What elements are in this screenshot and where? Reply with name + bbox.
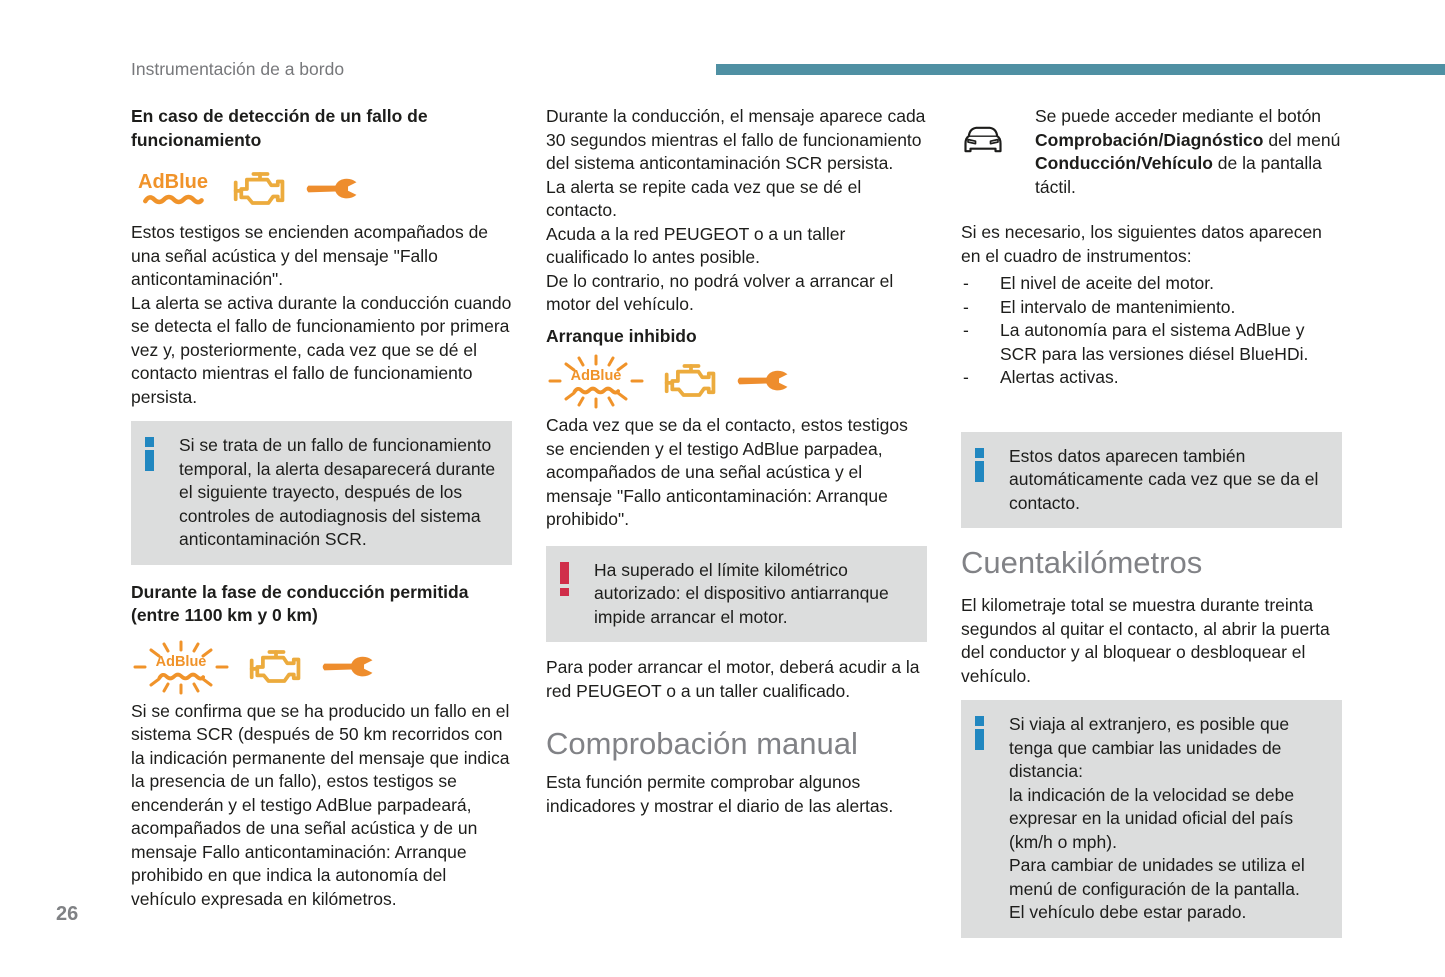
info-box-units [961,700,1342,938]
engine-warning-icon [662,359,720,403]
list-bullet: - [963,320,969,340]
text-line: El vehículo debe estar parado. [1009,902,1247,922]
section-heading-manual-check: Comprobación manual [546,726,858,761]
vehicle-icon [963,123,1003,156]
text-line: Si viaja al extranjero, es posible que tenga que cambiar las unidades de distancia: [1009,714,1290,781]
page-title: Instrumentación de a bordo [131,59,345,79]
indicator-icon-row-blinking [546,352,927,410]
list-item-text: El nivel de aceite del motor. [1000,273,1215,293]
list-item-text: El intervalo de mantenimiento. [1000,296,1236,317]
section-heading-phase: Durante la fase de conducción permitida (entre 1100 km y 0 km) [131,581,469,625]
menu-label-conduccion: Conducción/Vehículo [1035,153,1213,173]
text-segment: del menú [1263,129,1341,150]
paragraph-data-intro: Si es necesario, los siguientes datos aparecen en el cuadro de instrumentos: [961,222,1322,266]
service-wrench-icon [736,368,790,394]
text-segment: Se puede acceder mediante el botón [1035,106,1322,126]
adblue-wave-icon [572,385,620,396]
paragraph-odometer: El kilometraje total se muestra durante treinta segundos al quitar el contacto, al abrir la puerta del conductor y al bloquear o desbloquear el vehículo. [961,595,1330,686]
text-line: Durante la conducción, el mensaje aparece cada 30 segundos mientras el fallo de funcionamiento del sistema anticontaminación SCR persista. [546,106,926,173]
info-box-auto-display [961,432,1342,529]
adblue-label: AdBlue [570,368,622,384]
text-line: Acuda a la red PEUGEOT o a un taller cualificado lo antes posible. [546,223,846,267]
service-wrench-icon [305,176,359,202]
access-text [1035,105,1342,199]
warning-box-limit [546,546,927,643]
list-bullet: - [963,367,969,387]
list-bullet: - [963,296,969,317]
text-line: De lo contrario, no podrá volver a arrancar el motor del vehículo. [546,270,894,314]
list-item [961,296,1342,320]
indicator-icon-row-blinking [131,638,512,696]
info-box-text [1009,713,1328,925]
info-icon [145,434,179,552]
text-line: la indicación de la velocidad se debe expresar en la unidad oficial del país (km/h o mph). [1009,784,1295,852]
list-item [961,366,1342,390]
info-box-text: Si se trata de un fallo de funcionamiento temporal, la alerta desaparecerá durante el siguiente trayecto, después de los controles de autodiagnosis del sistema anticontaminación SCR. [179,435,496,549]
warning-icon [560,559,594,630]
engine-warning-icon [231,167,289,211]
accent-bar [716,64,1445,75]
column-center [546,105,927,818]
list-item [961,272,1342,296]
section-heading-fault: En caso de detección de un fallo de funcionamiento [131,106,428,150]
paragraph-driving [546,105,927,317]
info-icon [975,713,1009,925]
text-segment: de la pantalla táctil. [1035,153,1322,197]
adblue-wave-icon [157,671,205,682]
paragraph-phase: Si se confirma que se ha producido un fallo en el sistema SCR (después de 50 km recorridos con la indicación permanente del mensaje que indica la presencia de un fallo), estos testigos se encenderán y el testigo AdBlue parpadeará, acompañados de una señal acústica y de un mensaje Fallo anticontaminación: Arranque prohibido en que indica la autonomía del vehículo expresada en kilómetros. [131,700,510,909]
page-number: 26 [56,903,79,925]
text-line: La alerta se activa durante la conducción cuando se detecta el fallo de funcionamiento por primera vez y, posteriormente, cada vez que se dé el contacto mientras el fallo de funcionamiento persista. [131,292,512,407]
access-block [961,105,1342,199]
adblue-blinking-icon [131,638,231,696]
adblue-blinking-icon [546,352,646,410]
column-right [961,105,1342,938]
adblue-icon [131,172,215,206]
list-bullet: - [963,273,969,293]
list-item-text: La autonomía para el sistema AdBlue y SCR para las versiones diésel BlueHDi. [1000,320,1309,364]
text-line: Para cambiar de unidades se utiliza el menú de configuración de la pantalla. [1009,855,1305,899]
info-box-temporary-fault [131,421,512,565]
adblue-label: AdBlue [155,653,207,670]
paragraph-manual-check: Esta función permite comprobar algunos indicadores y mostrar el diario de las alertas. [546,772,894,816]
warning-box-text: Ha superado el límite kilométrico autorizado: el dispositivo antiarranque impide arrancar el motor. [594,559,889,627]
service-wrench-icon [321,654,375,680]
engine-warning-icon [247,645,305,689]
info-box-text: Estos datos aparecen también automáticamente cada vez que se da el contacto. [1009,445,1319,513]
section-heading-inhibited: Arranque inhibido [546,325,697,346]
section-heading-odometer: Cuentakilómetros [961,545,1203,580]
menu-label-diagnostico: Comprobación/Diagnóstico [1035,129,1264,150]
list-item-text: Alertas activas. [1000,367,1119,387]
list-item [961,319,1342,366]
info-icon [975,445,1009,516]
column-left [131,105,512,911]
paragraph-start: Para poder arrancar el motor, deberá acudir a la red PEUGEOT o a un taller cualificado. [546,657,920,701]
text-line: La alerta se repite cada vez que se dé el contacto. [546,176,862,220]
indicator-icon-row [131,165,512,213]
paragraph-fault [131,221,512,409]
paragraph-inhibited: Cada vez que se da el contacto, estos testigos se encienden y el testigo AdBlue parpadea, acompañados de una señal acústica y el mensaje "Fallo anticontaminación: Arranque prohibido". [546,415,908,529]
data-list [961,272,1342,390]
text-line: Estos testigos se encienden acompañados de una señal acústica y del mensaje "Fallo anticontaminación". [131,222,489,289]
adblue-wave-icon [142,193,204,206]
adblue-label: AdBlue [138,171,208,193]
